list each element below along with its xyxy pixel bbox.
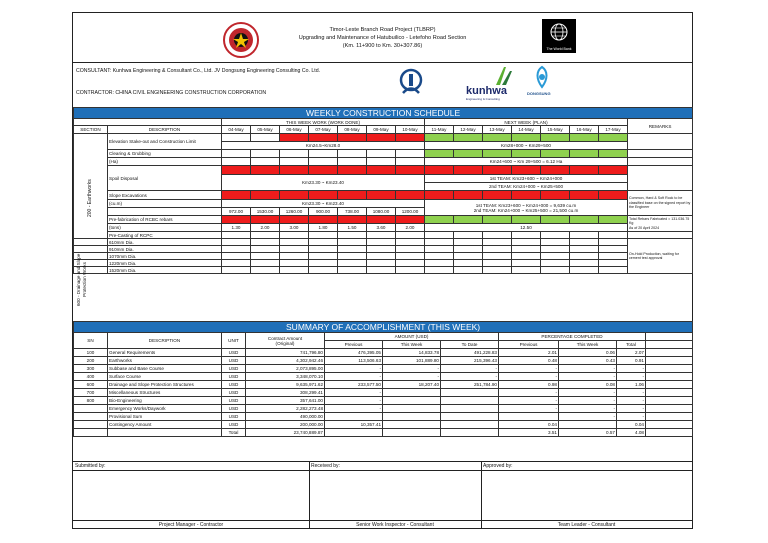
summary-row — [74, 413, 693, 421]
summary-cell-ptotal: 0.04 — [617, 421, 646, 429]
summary-cell-prev: 10,357.41 — [325, 421, 383, 429]
summary-cell-unit: USD — [222, 405, 246, 413]
summary-desc-header: DESCRIPTION — [108, 333, 222, 349]
summary-cell-prev: 113,506.63 — [325, 357, 383, 365]
report-sheet — [72, 12, 693, 529]
slope-value: 1530.00 — [251, 208, 280, 216]
slope-value: 1200.00 — [396, 208, 425, 216]
summary-cell-sn — [74, 405, 108, 413]
summary-cell-sn: 600 — [74, 381, 108, 389]
summary-cell-desc: General Requirements — [108, 349, 222, 357]
date-cell: 11-May — [425, 126, 454, 134]
summary-cell-this — [383, 413, 441, 421]
signature-block — [73, 461, 692, 528]
kunhwa-wordmark: kunhwa — [466, 85, 507, 97]
summary-cell-contract: 4,302,942.46 — [246, 357, 325, 365]
rcbc-value: 1.50 — [338, 224, 367, 232]
section-200-label: 200 - Earthworks — [87, 179, 93, 217]
summary-cell-pprev: - — [499, 373, 559, 381]
dongsung-mark-icon — [532, 65, 552, 89]
total-pct-this: 0.57 — [559, 429, 617, 437]
consultant-emblem-icon — [395, 66, 427, 98]
submitted-by: Submitted by: — [75, 463, 106, 469]
summary-row — [74, 389, 693, 397]
summary-cell-blank — [646, 381, 693, 389]
signatory-2: Senior Work Inspector - Consultant — [356, 522, 434, 528]
contract-header-1: Contract Amount — [267, 335, 303, 341]
summary-cell-ptotal: - — [617, 397, 646, 405]
section-header: SECTION — [74, 126, 108, 134]
rcpc-remark: On-Hold Production, waiting for cement test approval — [628, 239, 693, 274]
row-label-rcbc-unit: (tons) — [108, 224, 222, 232]
total-pct-prev: 3.51 — [499, 429, 559, 437]
row-label-clearing-unit: (Ha) — [108, 158, 222, 166]
summary-cell-pthis: - — [559, 413, 617, 421]
summary-cell-unit: USD — [222, 389, 246, 397]
summary-cell-pprev: - — [499, 405, 559, 413]
summary-cell-todate: 491,228.83 — [441, 349, 499, 357]
date-cell: 09-May — [367, 126, 396, 134]
title-line-1: Timor-Leste Branch Road Project (TLBRP) — [329, 27, 436, 33]
summary-cell-unit: USD — [222, 381, 246, 389]
world-bank-logo — [542, 19, 576, 53]
summary-cell-contract: 200,000.00 — [246, 421, 325, 429]
date-cell: 17-May — [599, 126, 628, 134]
rcbc-value: 1.80 — [309, 224, 338, 232]
summary-cell-pprev: 0.04 — [499, 421, 559, 429]
summary-row — [74, 381, 693, 389]
date-cell: 10-May — [396, 126, 425, 134]
summary-cell-blank — [646, 389, 693, 397]
summary-cell-ptotal: 0.91 — [617, 357, 646, 365]
summary-cell-pprev: - — [499, 389, 559, 397]
summary-cell-ptotal: - — [617, 389, 646, 397]
row-label-slope: Slope Excavations — [108, 191, 222, 200]
summary-cell-todate: - — [441, 365, 499, 373]
unit-header: UNIT — [222, 333, 246, 349]
total-pct-total: 4.08 — [617, 429, 646, 437]
slope-value: 972.00 — [222, 208, 251, 216]
summary-cell-ptotal: 1.06 — [617, 381, 646, 389]
this-header: This Week — [383, 341, 441, 349]
remarks-header: REMARKS — [628, 119, 693, 134]
summary-cell-prev: - — [325, 389, 383, 397]
summary-cell-this: 14,833.78 — [383, 349, 441, 357]
slope-remark: Common, Hard & Soft Rock to be classified base on the signed report by the Engineer — [628, 191, 693, 216]
summary-cell-sn: 700 — [74, 389, 108, 397]
dongsung-logo — [527, 65, 557, 101]
kunhwa-subtitle: Engineering & Consulting — [466, 97, 500, 101]
rcbc-remark-1: Total Rebars Fabricated = 131.036.75 Kg — [629, 216, 690, 226]
rcpc-item: 910mm Dia. — [108, 246, 222, 253]
date-cell: 07-May — [309, 126, 338, 134]
summary-cell-contract: 2,282,273.48 — [246, 405, 325, 413]
row-label-clearing: Clearing & Grubbing — [108, 150, 222, 158]
title-line-2: Upgrading and Maintenance of Hatubuilico - Letefoho Road Section — [298, 35, 467, 41]
summary-cell-sn: 100 — [74, 349, 108, 357]
date-cell: 14-May — [512, 126, 541, 134]
summary-cell-pprev: 0.98 — [499, 381, 559, 389]
summary-cell-blank — [646, 413, 693, 421]
summary-cell-this — [383, 397, 441, 405]
slope-next-week — [425, 200, 628, 216]
kunhwa-mark-icon — [494, 65, 514, 87]
summary-cell-prev: - — [325, 373, 383, 381]
summary-cell-desc: Surface Course — [108, 373, 222, 381]
summary-cell-pthis: - — [559, 405, 617, 413]
summary-row — [74, 365, 693, 373]
dongsung-wordmark: DONGSUNG — [527, 91, 551, 96]
date-cell: 04-May — [222, 126, 251, 134]
kunhwa-logo — [466, 65, 522, 101]
schedule-band: WEEKLY CONSTRUCTION SCHEDULE — [74, 108, 693, 119]
summary-cell-contract: 741,796.80 — [246, 349, 325, 357]
summary-band: SUMMARY OF ACCOMPLISHMENT (THIS WEEK) — [74, 322, 693, 333]
summary-cell-contract: 308,299.41 — [246, 389, 325, 397]
rcbc-next-week: 12.50 — [425, 224, 628, 232]
summary-cell-blank — [646, 373, 693, 381]
summary-cell-blank — [646, 421, 693, 429]
summary-cell-blank — [646, 349, 693, 357]
summary-cell-ptotal: - — [617, 413, 646, 421]
summary-cell-this: - — [383, 373, 441, 381]
rcbc-value: 2.00 — [396, 224, 425, 232]
this-week-header: THIS WEEK WORK (WORK DONE) — [222, 119, 425, 126]
summary-cell-desc: Bio-Engineering — [108, 397, 222, 405]
summary-cell-pthis: - — [559, 365, 617, 373]
row-label-rcpc: Pre-Casting of RCPC — [108, 232, 222, 239]
spoil-next-week-1: 1st TEAM: Km23+600 ~ Km24+000 — [425, 175, 628, 183]
todate-header: To Date — [441, 341, 499, 349]
summary-cell-unit: USD — [222, 349, 246, 357]
row-label-spoil: Spoil Disposal — [108, 166, 222, 191]
globe-icon — [549, 22, 569, 42]
total-label: Total — [222, 429, 246, 437]
total-contract: 23,740,889.87 — [246, 429, 325, 437]
date-cell: 06-May — [280, 126, 309, 134]
date-cell: 05-May — [251, 126, 280, 134]
rcpc-item: 610mm Dia. — [108, 239, 222, 246]
summary-cell-contract: 2,073,895.00 — [246, 365, 325, 373]
elevation-this-week: Km24.5~Km28.0 — [222, 142, 425, 150]
consultant-line: CONSULTANT: Kunhwa Engineering & Consultant Co., Ltd. JV Dongsung Engineering Consulting Co. Ltd. — [76, 68, 321, 74]
summary-row — [74, 397, 693, 405]
summary-cell-todate: - — [441, 373, 499, 381]
summary-cell-this — [383, 405, 441, 413]
date-cell: 15-May — [541, 126, 570, 134]
summary-cell-pprev — [499, 413, 559, 421]
summary-cell-desc: Earthworks — [108, 357, 222, 365]
consultant-logo-1 — [395, 66, 427, 98]
summary-table — [73, 321, 693, 437]
summary-cell-this: 101,889.80 — [383, 357, 441, 365]
rcpc-item: 1070mm Dia. — [108, 253, 222, 260]
summary-row — [74, 421, 693, 429]
contract-header — [246, 333, 325, 349]
summary-cell-sn: 200 — [74, 357, 108, 365]
slope-value: 738.00 — [338, 208, 367, 216]
summary-cell-blank — [646, 405, 693, 413]
summary-cell-desc: Subbase and Base Course — [108, 365, 222, 373]
summary-cell-pthis: - — [559, 389, 617, 397]
summary-cell-prev: 476,395.05 — [325, 349, 383, 357]
prev-header: Previous — [325, 341, 383, 349]
summary-cell-blank — [646, 397, 693, 405]
amount-header: AMOUNT (USD) — [325, 333, 499, 341]
summary-cell-blank — [646, 365, 693, 373]
summary-cell-ptotal: - — [617, 405, 646, 413]
summary-row — [74, 405, 693, 413]
slope-value: 900.00 — [309, 208, 338, 216]
summary-cell-pthis — [559, 421, 617, 429]
summary-cell-pthis: 0.43 — [559, 357, 617, 365]
summary-row — [74, 373, 693, 381]
date-cell: 13-May — [483, 126, 512, 134]
summary-cell-unit: USD — [222, 357, 246, 365]
contractor-line: CONTRACTOR: CHINA CIVIL ENGINEERING CONSTRUCTION CORPORATION — [76, 90, 267, 96]
summary-cell-this — [383, 421, 441, 429]
summary-cell-pprev: - — [499, 365, 559, 373]
rcbc-value: 1.30 — [222, 224, 251, 232]
summary-cell-pprev: - — [499, 397, 559, 405]
summary-cell-contract: 3,348,070.10 — [246, 373, 325, 381]
slope-next-week-1: 1st TEAM: Km23+600 ~ Km24+000 = 9,639 cu.m — [475, 202, 577, 208]
summary-cell-ptotal: - — [617, 373, 646, 381]
pct-total-header: Total — [617, 341, 646, 349]
summary-cell-todate: 215,396.43 — [441, 357, 499, 365]
summary-cell-sn — [74, 413, 108, 421]
slope-value: 1080.00 — [367, 208, 396, 216]
summary-cell-contract: 357,641.00 — [246, 397, 325, 405]
summary-cell-desc: Emergency Works/Daywork — [108, 405, 222, 413]
pct-prev-header: Previous — [499, 341, 559, 349]
clearing-next-week: Km24+600 ~ Km 29+500 = 6.12 Ha — [425, 158, 628, 166]
rcbc-value: 3.60 — [367, 224, 396, 232]
weekly-schedule-table — [73, 107, 693, 274]
date-cell: 08-May — [338, 126, 367, 134]
summary-cell-sn: 800 — [74, 397, 108, 405]
world-bank-label: The World Bank — [546, 47, 572, 51]
row-label-rcbc: Pre-fabrication of RCBC rebars — [108, 216, 222, 224]
rcbc-value: 2.00 — [251, 224, 280, 232]
pct-header: PERCENTAGE COMPLETED — [499, 333, 646, 341]
blank-cell — [74, 119, 222, 126]
summary-cell-prev: - — [325, 405, 383, 413]
rcbc-remark-2: As of 20 April 2024 — [629, 225, 660, 230]
spoil-next-week-2: 2nd TEAM: Km24+000 ~ Km25+500 — [425, 183, 628, 191]
summary-cell-pthis: - — [559, 397, 617, 405]
slope-this-week: Km23.30 ~ Km23.40 — [222, 200, 425, 208]
summary-cell-todate — [441, 413, 499, 421]
summary-cell-todate — [441, 421, 499, 429]
pct-this-header: This Week — [559, 341, 617, 349]
summary-cell-todate — [441, 405, 499, 413]
signatory-1: Project Manager - Contractor — [158, 522, 224, 528]
slope-next-week-2: 2nd TEAM: Km24+000 ~ Km25+500 = 21,500 cu.m — [473, 207, 579, 213]
rcpc-item: 1220mm Dia. — [108, 260, 222, 267]
summary-cell-contract: 490,000.00 — [246, 413, 325, 421]
summary-row — [74, 357, 693, 365]
received-by: Received by: — [311, 463, 340, 469]
row-label-slope-unit: (cu.m) — [108, 200, 222, 208]
summary-cell-this — [383, 389, 441, 397]
summary-cell-sn — [74, 421, 108, 429]
summary-cell-pthis: 0.06 — [559, 349, 617, 357]
summary-cell-unit: USD — [222, 373, 246, 381]
summary-cell-prev: 233,577.50 — [325, 381, 383, 389]
summary-cell-desc: Miscellaneous Structures — [108, 389, 222, 397]
summary-cell-unit: USD — [222, 413, 246, 421]
elevation-next-week: Km28+000 ~ Km29+500 — [425, 142, 628, 150]
summary-cell-pprev: 2.01 — [499, 349, 559, 357]
summary-cell-sn: 400 — [74, 373, 108, 381]
summary-cell-contract: 9,635,971.62 — [246, 381, 325, 389]
summary-cell-this: 18,207.40 — [383, 381, 441, 389]
summary-cell-desc: Drainage and Slope Protection Structures — [108, 381, 222, 389]
project-title — [73, 26, 692, 50]
contract-header-2: (Original) — [275, 340, 295, 346]
summary-cell-desc: Contingency Amount — [108, 421, 222, 429]
summary-cell-todate — [441, 397, 499, 405]
description-header: DESCRIPTION — [108, 126, 222, 134]
rcpc-item: 1520mm Dia. — [108, 267, 222, 274]
spoil-this-week: Km23.30 ~ Km23.40 — [222, 175, 425, 191]
summary-cell-unit: USD — [222, 421, 246, 429]
summary-cell-this: - — [383, 365, 441, 373]
summary-cell-unit: USD — [222, 397, 246, 405]
summary-cell-sn: 300 — [74, 365, 108, 373]
summary-cell-pprev: 0.48 — [499, 357, 559, 365]
summary-cell-todate — [441, 389, 499, 397]
summary-cell-desc: Provisional Sum — [108, 413, 222, 421]
approved-by: Approved by: — [483, 463, 513, 469]
summary-cell-prev — [325, 413, 383, 421]
section-600-label: 600 - Drainage and Slope Protection Works — [76, 253, 87, 307]
next-week-header: NEXT WEEK (PLAN) — [425, 119, 628, 126]
title-line-3: (Km. 11+900 to Km. 30+307.86) — [342, 43, 423, 49]
signatory-3: Team Leader - Consultant — [557, 522, 616, 528]
sn-header: SN — [74, 333, 108, 349]
summary-cell-unit: USD — [222, 365, 246, 373]
row-label-elevation: Elevation Stake-out and Construction Limit — [108, 134, 222, 150]
summary-row — [74, 349, 693, 357]
date-cell: 12-May — [454, 126, 483, 134]
summary-cell-blank — [646, 357, 693, 365]
summary-cell-ptotal: - — [617, 365, 646, 373]
rcbc-value: 3.00 — [280, 224, 309, 232]
date-cell: 16-May — [570, 126, 599, 134]
slope-value: 1260.00 — [280, 208, 309, 216]
summary-cell-prev: - — [325, 365, 383, 373]
rcbc-remark — [628, 216, 693, 232]
summary-cell-ptotal: 2.07 — [617, 349, 646, 357]
summary-cell-todate: 251,784.90 — [441, 381, 499, 389]
summary-cell-pthis: - — [559, 373, 617, 381]
summary-cell-pthis: 0.08 — [559, 381, 617, 389]
summary-cell-prev: - — [325, 397, 383, 405]
